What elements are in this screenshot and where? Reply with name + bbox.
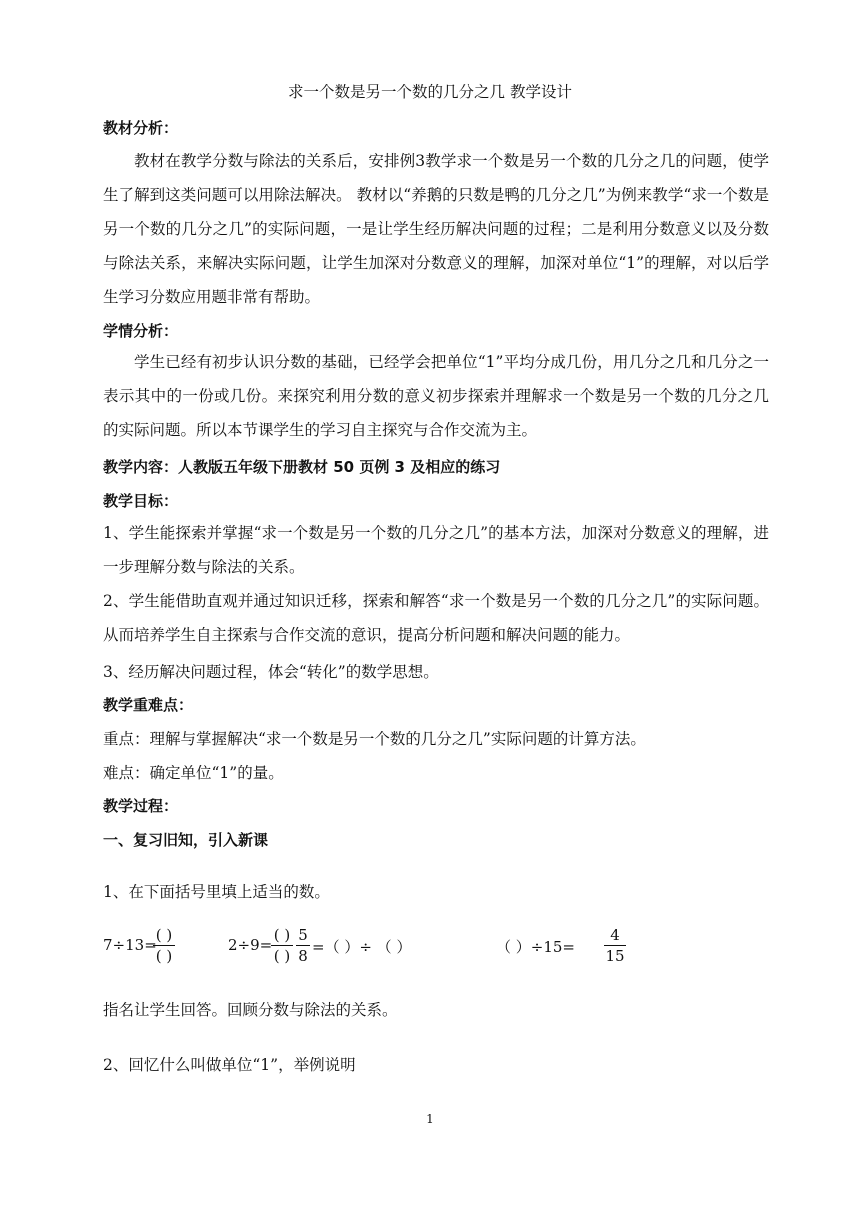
textbook-analysis-body: 教材在教学分数与除法的关系后，安排例3教学求一个数是另一个数的几分之几的问题，使学生了解到这类问题可以用除法解决。 教材以“养鹅的只数是鸭的几分之几”为例来教学“求一个数是另一个数的几分之几”的实际问题，一是让学生经历解决问题的过程；二是利用分数意义以及分数与除法关系，来解决实际问题，让学生加深对分数意义的理解，加深对单位“1”的理解，对以后学生学习分数应用题非常有帮助。 [103,152,769,306]
fraction-denominator: 15 [605,947,625,965]
after-exercise-note: 指名让学生回答。回顾分数与除法的关系。 [103,1001,398,1019]
fraction-numerator: ( ) [155,926,173,944]
heading-teaching-process: 教学过程： [103,797,179,815]
heading-textbook-analysis: 教材分析： [103,119,179,137]
heading-key-points: 教学重难点： [103,696,194,714]
key-point: 重点：理解与掌握解决“求一个数是另一个数的几分之几”实际问题的计算方法。 [103,730,646,748]
fraction-bar [271,945,293,946]
fraction-bar [296,945,310,946]
expr-3-right: =（ ）÷ （ ） [312,938,412,956]
goal-2: 2、学生能借助直观并通过知识迁移，探索和解答“求一个数是另一个数的几分之几”的实际问题。从而培养学生自主探索与合作交流的意识，提高分析问题和解决问题的能力。 [103,592,769,644]
question-1: 1、在下面括号里填上适当的数。 [103,883,330,901]
fraction-numerator: 5 [298,926,308,944]
fraction-numerator: 4 [610,926,620,944]
fraction-denominator: 8 [298,947,308,965]
page-number: 1 [426,1112,434,1126]
question-2: 2、回忆什么叫做单位“1”，举例说明 [103,1056,356,1074]
heading-student-analysis: 学情分析： [103,322,179,340]
fraction-numerator: ( ) [273,926,291,944]
goal-3: 3、经历解决问题过程，体会“转化”的数学思想。 [103,663,439,681]
fraction-blank-2 [271,926,293,965]
fraction-bar [604,945,626,946]
goal-1: 1、学生能探索并掌握“求一个数是另一个数的几分之几”的基本方法，加深对分数意义的理解，进一步理解分数与除法的关系。 [103,524,769,576]
fraction-bar [153,945,175,946]
fraction-blank-1 [153,926,175,965]
page-title: 求一个数是另一个数的几分之几 教学设计 [288,83,572,101]
expr-4-left: （ ）÷15= [496,938,575,956]
fraction-denominator: ( ) [155,947,173,965]
difficult-point: 难点：确定单位“1”的量。 [103,764,284,782]
student-analysis-body: 学生已经有初步认识分数的基础，已经学会把单位“1”平均分成几份，用几分之几和几分之一表示其中的一份或几份。来探究利用分数的意义初步探索并理解求一个数是另一个数的几分之几的实际问题。所以本节课学生的学习自主探究与合作交流为主。 [103,353,769,439]
expr-1-left: 7÷13= [103,936,157,954]
heading-teaching-goals: 教学目标： [103,492,179,510]
teaching-content-line: 教学内容：人教版五年级下册教材 50 页例 3 及相应的练习 [103,458,501,476]
expr-2-left: 2÷9= [228,936,273,954]
part-one-heading: 一、复习旧知，引入新课 [103,831,269,849]
fraction-four-fifteenths [604,926,626,965]
fraction-five-eighths [296,926,310,965]
fraction-denominator: ( ) [273,947,291,965]
